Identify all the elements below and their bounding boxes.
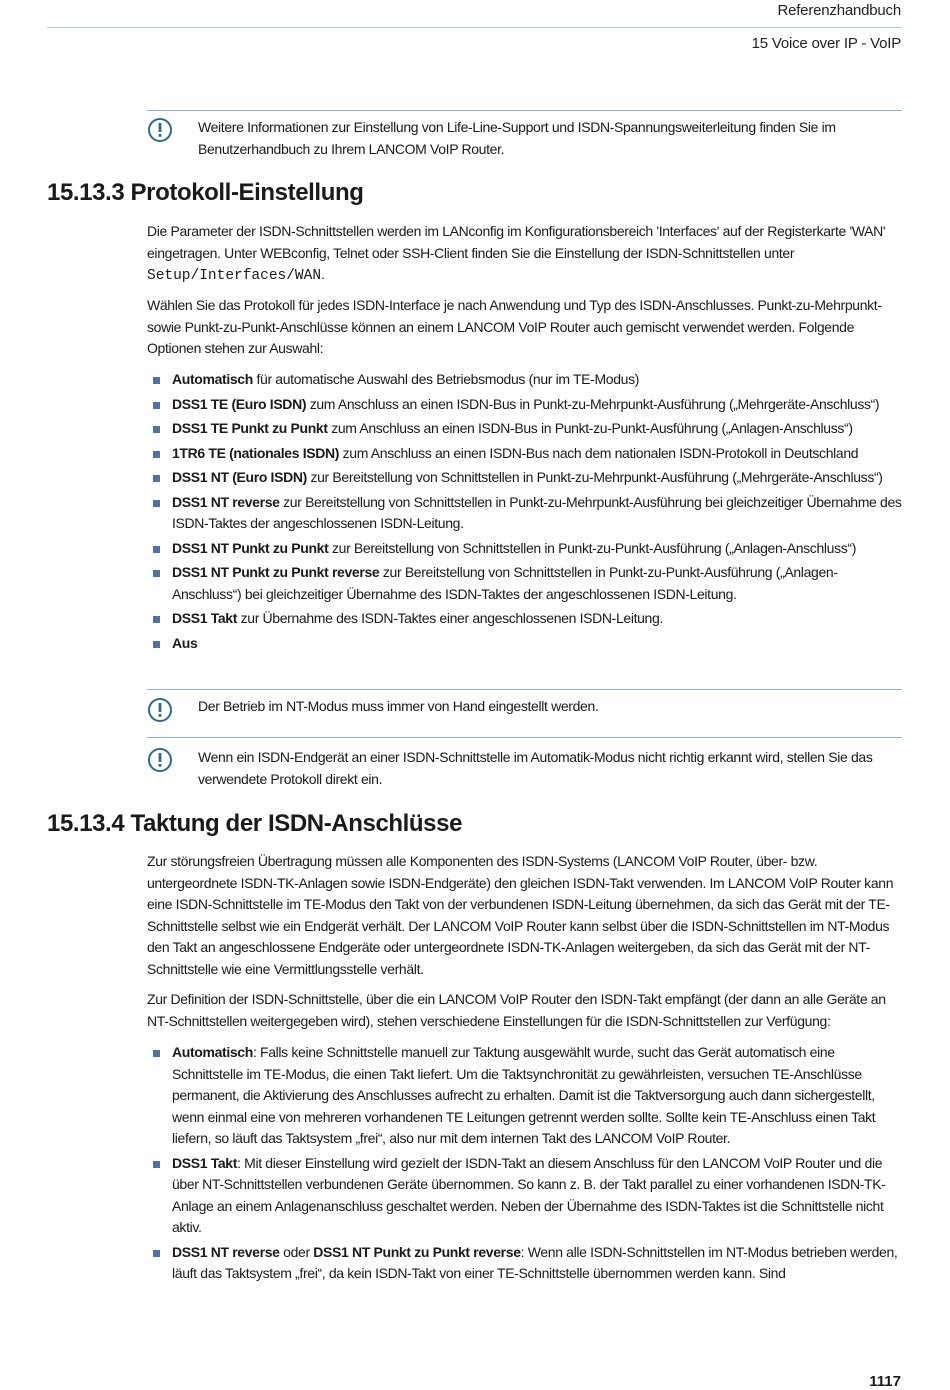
paragraph-text: Die Parameter der ISDN-Schnittstellen werden im LANconfig im Konfigurationsbereich 'Interfaces' auf der Registerkarte 'WAN' eingetragen. Unter WEBconfig, Telnet oder SSH-Client finden Sie die Einstellung der ISDN-Schnittstellen unter xyxy=(147,223,886,261)
list-item: DSS1 Takt zur Übernahme des ISDN-Taktes einer angeschlossenen ISDN-Leitung. xyxy=(153,608,903,630)
list-item: DSS1 Takt: Mit dieser Einstellung wird gezielt der ISDN-Takt an diesem Anschluss für den LANCOM VoIP Router und die über NT-Schnittstellen verbundenen Geräte übernommen. So kann z. B. der Takt parallel zu einer vorhandenen ISDN-TK-Anlage an einem Anlagenanschluss geschaltet werden. Neben der Übernahme des ISDN-Taktes ist die Schnittstelle nicht aktiv. xyxy=(153,1153,903,1239)
section-heading: 15.13.4 Taktung der ISDN-Anschlüsse xyxy=(47,810,463,837)
section-heading: 15.13.3 Protokoll-Einstellung xyxy=(47,179,364,206)
running-header-chapter: 15 Voice over IP - VoIP xyxy=(751,35,901,52)
list-item: DSS1 NT reverse oder DSS1 NT Punkt zu Punkt reverse: Wenn alle ISDN-Schnittstellen im NT-Modus betrieben werden, läuft das Taktsystem „frei“, da kein ISDN-Takt von einer TE-Schnittstelle übernommen werden kann. Sind xyxy=(153,1242,903,1285)
attention-icon xyxy=(147,697,173,723)
note-divider xyxy=(147,110,902,111)
list-item: DSS1 TE Punkt zu Punkt zum Anschluss an einen ISDN-Bus in Punkt-zu-Punkt-Ausführung („Anlagen-Anschluss“) xyxy=(153,418,903,440)
list-item: DSS1 NT Punkt zu Punkt reverse zur Bereitstellung von Schnittstellen in Punkt-zu-Punkt-Ausführung („Anlagen-Anschluss“) bei gleichzeitiger Übernahme des ISDN-Taktes der angeschlossenen ISDN-Leitung. xyxy=(153,562,903,605)
note-text: Wenn ein ISDN-Endgerät an einer ISDN-Schnittstelle im Automatik-Modus nicht richtig erkannt wird, stellen Sie das verwendete Protokoll direkt ein. xyxy=(198,749,873,787)
list-item: Aus xyxy=(153,633,903,655)
note-divider xyxy=(147,689,902,690)
note-text: Der Betrieb im NT-Modus muss immer von Hand eingestellt werden. xyxy=(198,698,599,714)
attention-icon xyxy=(147,117,173,143)
list-item: 1TR6 TE (nationales ISDN) zum Anschluss an einen ISDN-Bus nach dem nationalen ISDN-Protokoll in Deutschland xyxy=(153,443,903,465)
paragraph xyxy=(147,221,902,288)
protocol-option-list xyxy=(153,369,903,654)
attention-icon xyxy=(147,747,173,773)
paragraph-end: . xyxy=(321,266,325,282)
paragraph: Wählen Sie das Protokoll für jedes ISDN-Interface je nach Anwendung und Typ des ISDN-Anschlusses. Punkt-zu-Mehrpunkt- sowie Punkt-zu-Punkt-Anschlüsse können an einem LANCOM VoIP Router auch gemischt verwendet werden. Folgende Optionen stehen zur Auswahl: xyxy=(147,297,882,356)
note-text: Weitere Informationen zur Einstellung von Life-Line-Support und ISDN-Spannungsweiterleitung finden Sie im Benutzerhandbuch zu Ihrem LANCOM VoIP Router. xyxy=(198,119,836,157)
paragraph: Zur störungsfreien Übertragung müssen alle Komponenten des ISDN-Systems (LANCOM VoIP Router, über- bzw. untergeordnete ISDN-TK-Anlagen sowie ISDN-Endgeräte) den gleichen ISDN-Takt verwenden. Im LANCOM VoIP Router kann eine ISDN-Schnittstelle im TE-Modus den Takt von der verbundenen ISDN-Leitung übernehmen, da sich das Gerät mit der TE-Schnittstelle selbst wie ein Endgerät verhält. Der LANCOM VoIP Router kann selbst über die ISDN-Schnittstellen im NT-Modus den Takt an angeschlossene Endgeräte oder untergeordnete ISDN-TK-Anlagen weitergeben, da sich das Gerät mit der NT-Schnittstelle wie eine Vermittlungsstelle verhält. xyxy=(147,853,894,977)
header-divider xyxy=(47,27,902,28)
clock-setting-list xyxy=(153,1042,903,1285)
list-item: DSS1 NT reverse zur Bereitstellung von Schnittstellen in Punkt-zu-Mehrpunkt-Ausführung bei gleichzeitiger Übernahme des ISDN-Taktes der angeschlossenen ISDN-Leitung. xyxy=(153,492,903,535)
config-path: Setup/Interfaces/WAN xyxy=(147,268,322,284)
paragraph: Zur Definition der ISDN-Schnittstelle, über die ein LANCOM VoIP Router den ISDN-Takt empfängt (der dann an alle Geräte an NT-Schnittstellen weitergegeben wird), stehen verschiedene Einstellungen für die ISDN-Schnittstellen zur Verfügung: xyxy=(147,991,886,1029)
note-divider xyxy=(147,737,902,738)
running-header-title: Referenzhandbuch xyxy=(777,2,901,19)
list-item: Automatisch für automatische Auswahl des Betriebsmodus (nur im TE-Modus) xyxy=(153,369,903,391)
list-item: DSS1 NT Punkt zu Punkt zur Bereitstellung von Schnittstellen in Punkt-zu-Punkt-Ausführung („Anlagen-Anschluss“) xyxy=(153,538,903,560)
list-item: Automatisch: Falls keine Schnittstelle manuell zur Taktung ausgewählt wurde, sucht das Gerät automatisch eine Schnittstelle im TE-Modus, die einen Takt liefert. Um die Taktsynchronität zu gewährleisten, versuchen TE-Anschlüsse permanent, die Aktivierung des Anschlusses aufrecht zu erhalten. Damit ist die Taktversorgung auch dann sichergestellt, wenn einmal eine von mehreren vorhandenen TE Leitungen getrennt werden sollte. Sollte kein TE-Anschluss einen Takt liefern, so läuft das Taktsystem „frei“, also nur mit dem internen Takt des LANCOM VoIP Router. xyxy=(153,1042,903,1150)
list-item: DSS1 NT (Euro ISDN) zur Bereitstellung von Schnittstellen in Punkt-zu-Mehrpunkt-Ausführung („Mehrgeräte-Anschluss“) xyxy=(153,467,903,489)
list-item: DSS1 TE (Euro ISDN) zum Anschluss an einen ISDN-Bus in Punkt-zu-Mehrpunkt-Ausführung („Mehrgeräte-Anschluss“) xyxy=(153,394,903,416)
page-number: 1117 xyxy=(869,1373,901,1390)
